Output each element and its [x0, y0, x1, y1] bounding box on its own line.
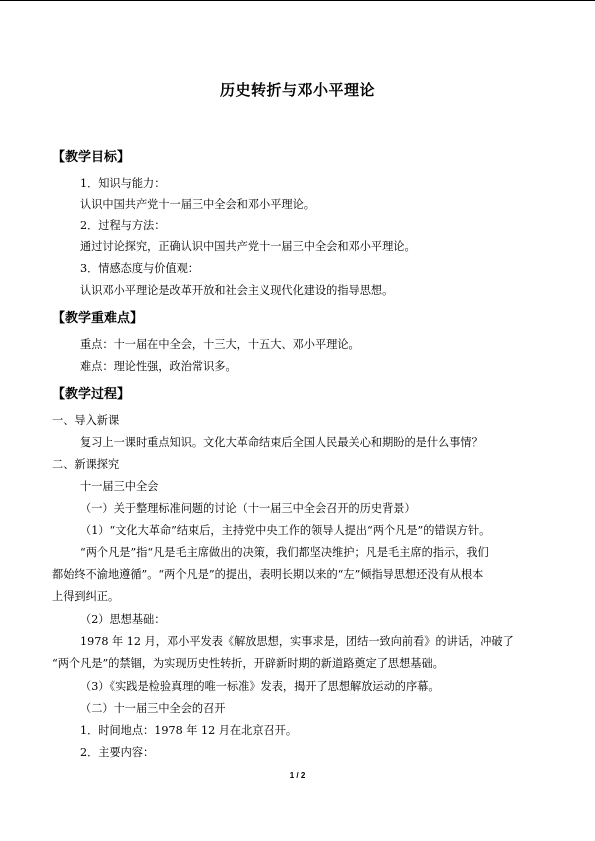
process-line: （3）《实践是检验真理的唯一标准》发表，揭开了思想解放运动的序幕。 [80, 680, 440, 693]
section-heading-goals: 【教学目标】 [52, 150, 131, 165]
process-line: “两个凡是”指“凡是毛主席做出的决策，我们都坚决维护；凡是毛主席的指示，我们 [80, 546, 489, 559]
process-line: “两个凡是”的禁锢，为实现历史性转折，开辟新时期的新道路奠定了思想基础。 [52, 657, 444, 670]
process-line: （2）思想基础： [80, 613, 166, 626]
key-points-line: 难点：理论性强，政治常识多。 [80, 360, 237, 373]
section-heading-key-points: 【教学重难点】 [52, 311, 144, 326]
key-points-line: 重点：十一届在中全会，十三大，十五大、邓小平理论。 [80, 338, 360, 351]
goals-line: 2．过程与方法： [80, 219, 166, 232]
section-heading-process: 【教学过程】 [52, 387, 131, 402]
process-line: （1）“文化大革命”结束后，主持党中央工作的领导人提出“两个凡是”的错误方针。 [80, 524, 491, 537]
process-line: 2．主要内容： [80, 746, 155, 759]
process-line: 1978 年 12 月，邓小平发表《解放思想，实事求是，团结一致向前看》的讲话，冲破了 [80, 635, 514, 648]
goals-line: 通过讨论探究，正确认识中国共产党十一届三中全会和邓小平理论。 [80, 240, 416, 253]
process-line: （一）关于整理标准问题的讨论（十一届三中全会召开的历史背景） [80, 502, 416, 515]
process-line: 复习上一课时重点知识。文化大革命结束后全国人民最关心和期盼的是什么事情？ [80, 436, 483, 449]
process-line: 上得到纠正。 [52, 590, 120, 603]
process-line: 二、新课探究 [52, 458, 120, 471]
process-line: 都始终不渝地遵循”。“两个凡是”的提出，表明长期以来的“左”倾指导思想还没有从根本 [52, 568, 484, 581]
process-line: （二）十一届三中全会的召开 [80, 702, 226, 715]
goals-line: 认识中国共产党十一届三中全会和邓小平理论。 [80, 198, 315, 211]
process-line: 1．时间地点：1978 年 12 月在北京召开。 [80, 724, 298, 737]
goals-line: 3．情感态度与价值观： [80, 262, 199, 275]
goals-line: 认识邓小平理论是改革开放和社会主义现代化建设的指导思想。 [80, 284, 394, 297]
header-rule [0, 0, 595, 1]
goals-line: 1．知识与能力： [80, 177, 166, 190]
document-title: 历史转折与邓小平理论 [219, 81, 375, 99]
process-line: 十一届三中全会 [80, 480, 159, 493]
process-line: 一、导入新课 [52, 414, 120, 427]
page-number: 1 / 2 [289, 771, 306, 780]
